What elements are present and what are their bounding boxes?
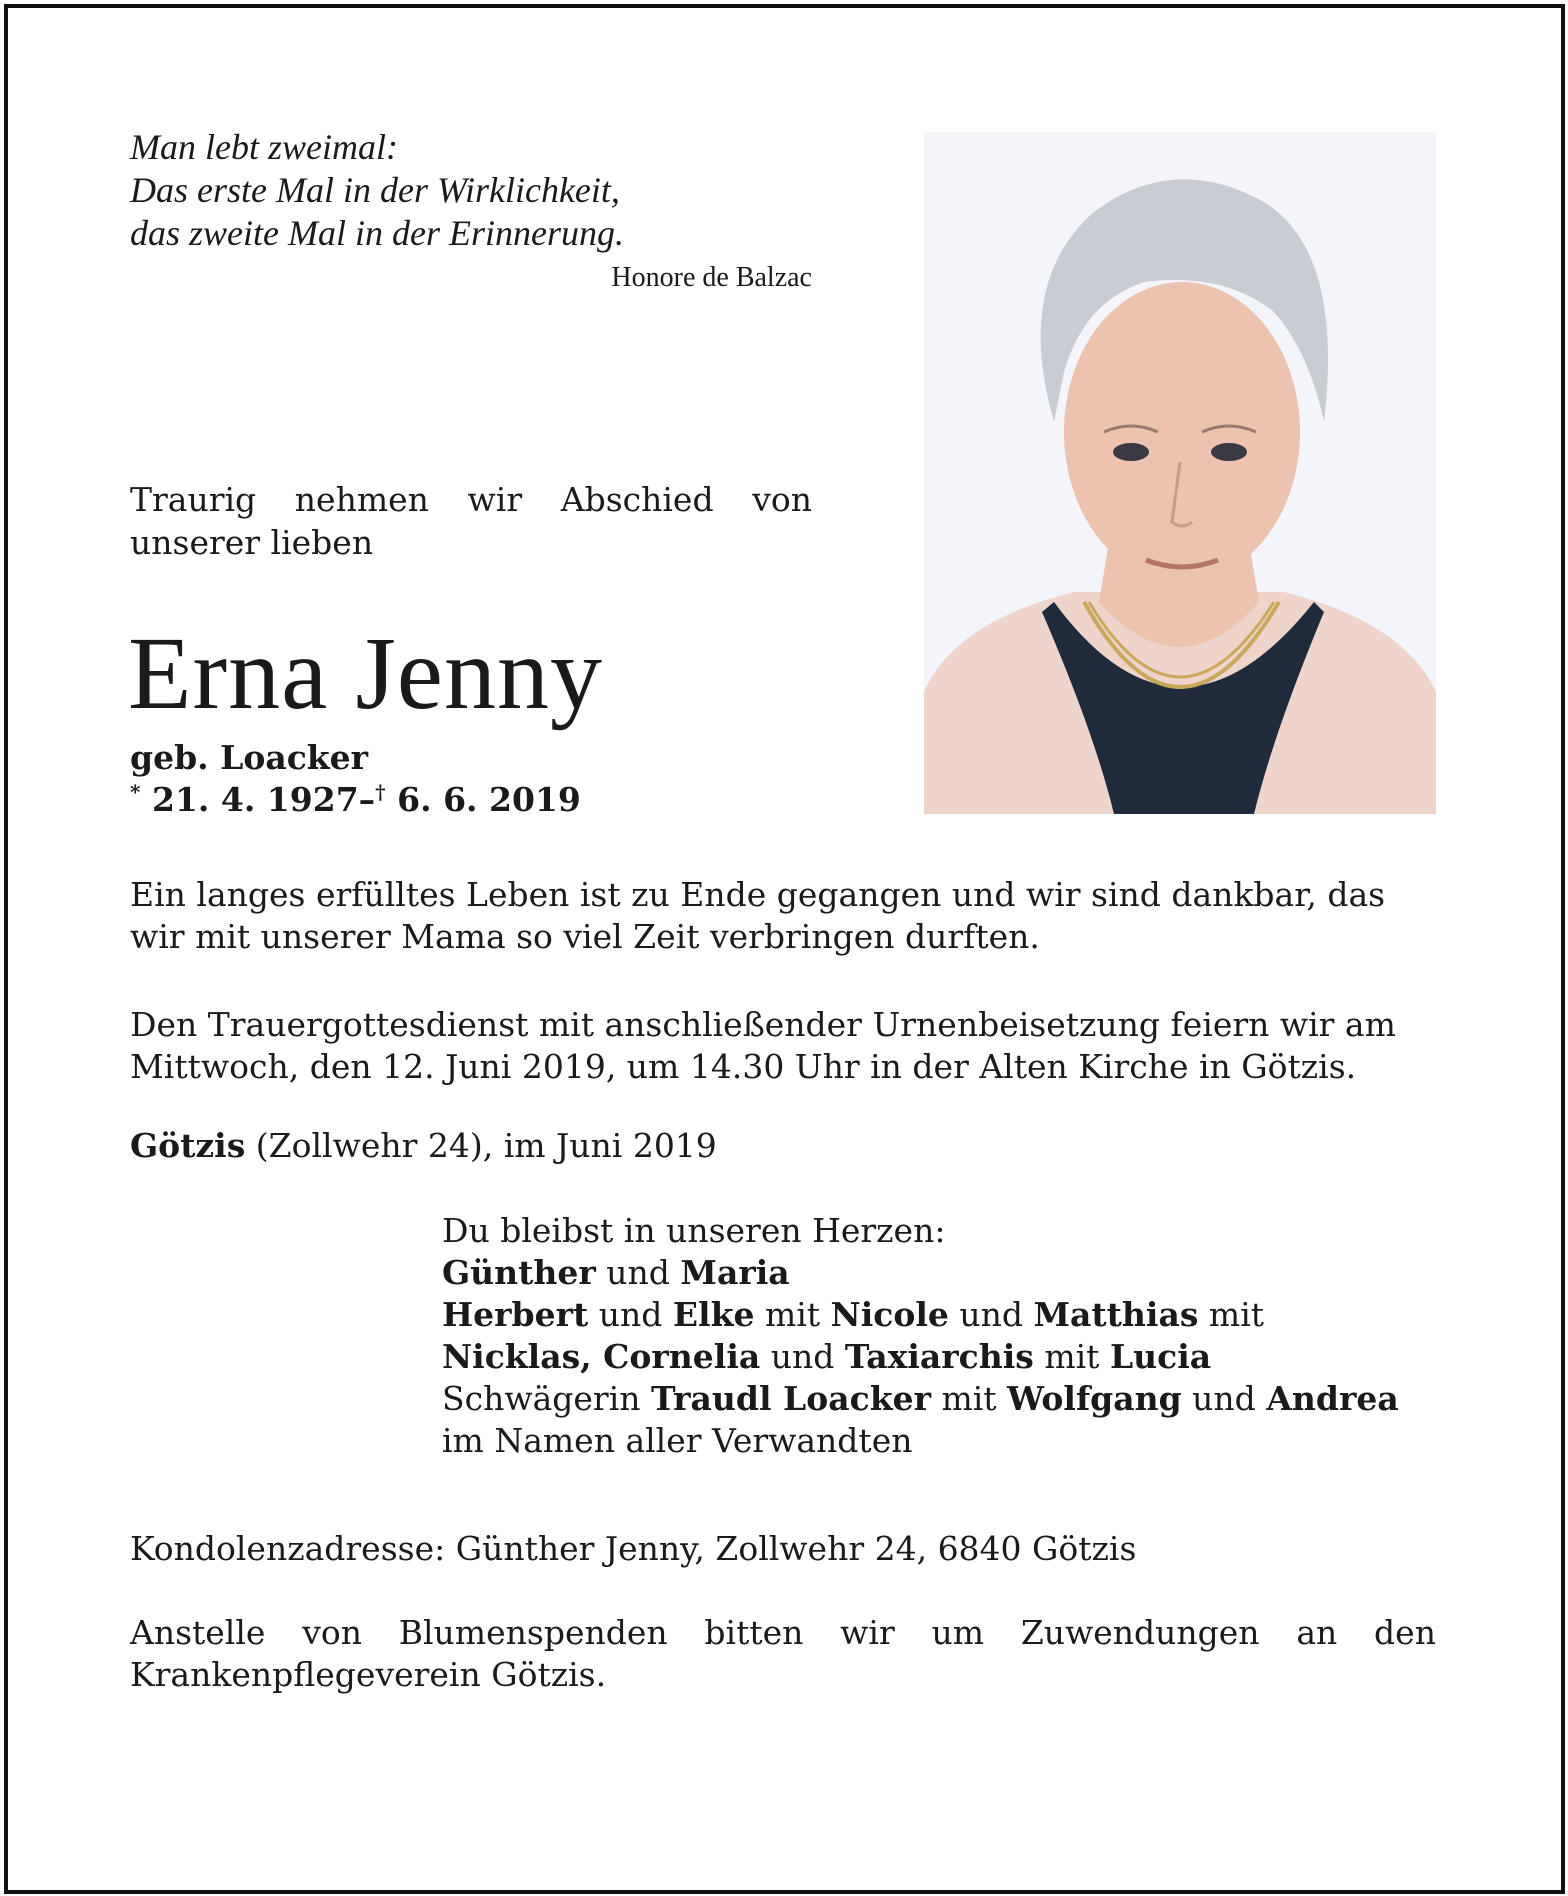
paragraph-life [130,874,1436,958]
death-symbol: † [375,780,386,804]
deceased-name: Erna Jenny [128,616,603,731]
paragraph-line: Ein langes erfülltes Leben ist zu Ende gegangen und wir sind dankbar, das [130,875,1386,914]
family-heading: Du bleibst in unseren Herzen: [442,1211,946,1250]
donation-note [130,1612,1436,1696]
donation-word: Blumenspenden [398,1613,668,1652]
family-member: Nicole [830,1295,949,1334]
family-member: Wolfgang [1007,1379,1182,1418]
paragraph-line: Den Trauergottesdienst mit anschließender Urnenbeisetzung feiern wir am [130,1005,1396,1044]
donation-line-1 [130,1612,1436,1654]
family-line [442,1378,1399,1420]
donation-word: um [931,1613,985,1652]
family-member: Maria [680,1253,790,1292]
maiden-name: geb. Loacker [130,738,369,777]
paragraph-line: Mittwoch, den 12. Juni 2019, um 14.30 Uhr in der Alten Kirche in Götzis. [130,1047,1357,1086]
family-line [442,1252,1399,1294]
portrait-face [1064,282,1300,582]
intro-word: wir [467,480,523,519]
family-member: Traudl Loacker [651,1379,931,1418]
donation-word: den [1374,1613,1436,1652]
family-closing: im Namen aller Verwandten [442,1421,913,1460]
donation-word: an [1296,1613,1338,1652]
family-member: Elke [672,1295,755,1334]
donation-line-2: Krankenpflegeverein Götzis. [130,1655,607,1694]
intro-word: nehmen [294,480,429,519]
family-member: Herbert [442,1295,589,1334]
family-connector: und [760,1337,845,1376]
paragraph-service [130,1004,1436,1088]
family-connector: und [1181,1379,1267,1418]
life-dates [130,780,581,819]
place-town: Götzis [130,1126,246,1165]
birth-symbol: * [130,780,141,804]
donation-word: bitten [704,1613,804,1652]
family-connector: und [948,1295,1034,1334]
portrait-eye-right [1211,443,1247,461]
family-connector: Schwägerin [442,1379,651,1418]
intro-line-2: unserer lieben [130,523,374,562]
family-connector: und [595,1253,681,1292]
family-member: Lucia [1109,1337,1212,1376]
donation-word: Anstelle [130,1613,266,1652]
donation-word: von [302,1613,362,1652]
family-connector: und [588,1295,673,1334]
intro-word: von [752,480,812,519]
family-member: Andrea [1266,1379,1399,1418]
family-signatures [442,1210,1399,1462]
family-member: Matthias [1033,1295,1199,1334]
intro-word: Traurig [130,480,257,519]
quote-author: Honore de Balzac [611,262,812,293]
place-date-line [130,1126,717,1165]
donation-word: Zuwendungen [1020,1613,1260,1652]
paragraph-line: wir mit unserer Mama so viel Zeit verbringen durften. [130,917,1040,956]
quote [130,126,830,255]
family-line [442,1294,1399,1336]
intro-line-1 [130,478,812,521]
quote-line: Man lebt zweimal: [130,127,398,167]
birth-date: 21. 4. 1927 [151,780,359,819]
intro-word: Abschied [560,480,714,519]
family-member: Taxiarchis [844,1337,1034,1376]
family-line [442,1336,1399,1378]
family-connector: mit [1198,1295,1265,1334]
portrait-eye-left [1113,443,1149,461]
quote-line: das zweite Mal in der Erinnerung. [130,213,624,253]
intro-text [130,478,812,564]
condolence-address [130,1528,1436,1570]
quote-line: Das erste Mal in der Wirklichkeit, [130,170,620,210]
family-connector: mit [930,1379,1008,1418]
death-date: 6. 6. 2019 [397,780,581,819]
condolence-line: Kondolenzadresse: Günther Jenny, Zollwehr 24, 6840 Götzis [130,1529,1137,1568]
family-connector: mit [754,1295,831,1334]
donation-word: wir [840,1613,895,1652]
family-connector: mit [1033,1337,1110,1376]
date-dash: – [358,780,376,819]
portrait-illustration [924,132,1436,814]
place-rest: (Zollwehr 24), im Juni 2019 [245,1126,717,1165]
family-member: Nicklas, Cornelia [442,1337,761,1376]
family-member: Günther [442,1253,596,1292]
portrait-photo [924,132,1436,814]
